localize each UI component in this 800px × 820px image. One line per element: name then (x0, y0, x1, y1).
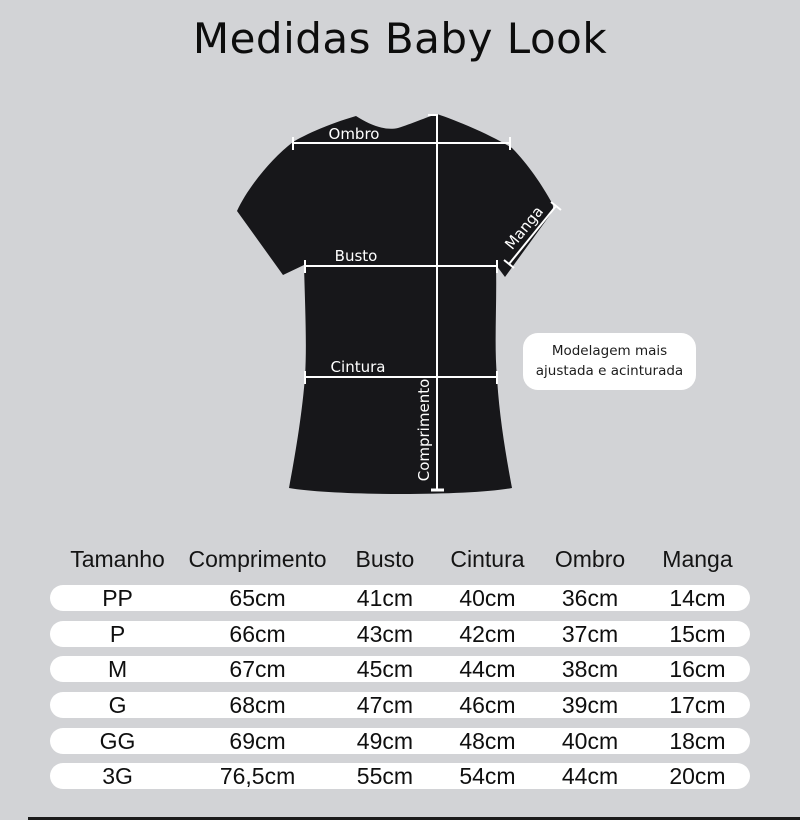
cell-comprimento: 68cm (229, 692, 286, 719)
cell-cintura: 54cm (459, 763, 516, 790)
tshirt-silhouette (237, 114, 553, 494)
manga-label: Manga (501, 202, 547, 254)
ombro-label: Ombro (328, 125, 380, 143)
header-ombro: Ombro (554, 545, 626, 572)
header-comprimento: Comprimento (188, 545, 327, 572)
cell-cintura: 44cm (459, 656, 516, 683)
cell-size: GG (99, 727, 136, 754)
cell-ombro: 38cm (561, 656, 619, 683)
cell-manga: 17cm (669, 692, 726, 719)
cell-size: 3G (102, 763, 133, 790)
cell-cintura: 46cm (459, 692, 516, 719)
page-title: Medidas Baby Look (192, 14, 608, 63)
cell-manga: 20cm (669, 763, 726, 790)
fit-note-line2: ajustada e acinturada (535, 362, 684, 379)
cell-ombro: 40cm (561, 727, 619, 754)
header-manga: Manga (662, 545, 733, 572)
fit-note-bubble (523, 333, 696, 390)
table-row-gg (50, 728, 750, 754)
cell-comprimento: 66cm (229, 620, 286, 647)
cell-busto: 45cm (356, 656, 414, 683)
cell-comprimento: 65cm (229, 585, 286, 611)
cell-size: PP (102, 585, 133, 611)
table-row-p (50, 621, 750, 647)
table-row-3g (50, 763, 750, 789)
busto-label: Busto (334, 247, 378, 265)
cell-busto: 41cm (356, 585, 414, 611)
comprimento-label: Comprimento (415, 378, 433, 482)
header-cintura: Cintura (450, 545, 525, 572)
cell-cintura: 48cm (459, 727, 516, 754)
table-row-g (50, 692, 750, 718)
cell-ombro: 37cm (561, 620, 619, 647)
header-tamanho: Tamanho (70, 545, 165, 572)
cell-ombro: 36cm (561, 585, 619, 611)
cell-comprimento: 67cm (229, 656, 286, 683)
cell-manga: 18cm (669, 727, 726, 754)
cell-ombro: 39cm (561, 692, 619, 719)
cell-manga: 14cm (669, 585, 726, 611)
header-busto: Busto (355, 545, 415, 572)
cell-manga: 15cm (669, 620, 726, 647)
cell-busto: 55cm (356, 763, 414, 790)
cell-size: M (107, 656, 128, 683)
cell-comprimento: 69cm (229, 727, 286, 754)
tshirt-diagram (180, 90, 620, 530)
table-row-m (50, 656, 750, 682)
cell-size: P (109, 620, 126, 647)
cell-cintura: 42cm (459, 620, 516, 647)
cell-comprimento: 76,5cm (219, 763, 296, 790)
cell-manga: 16cm (669, 656, 726, 683)
size-table (50, 545, 750, 799)
cell-busto: 43cm (356, 620, 414, 647)
cintura-label: Cintura (330, 358, 386, 376)
cell-size: G (108, 692, 127, 719)
cell-busto: 47cm (356, 692, 414, 719)
cell-ombro: 44cm (561, 763, 619, 790)
cell-busto: 49cm (356, 727, 414, 754)
fit-note-line1: Modelagem mais (551, 342, 668, 359)
size-table-header (50, 545, 750, 573)
cell-cintura: 40cm (459, 585, 516, 611)
table-row-pp (50, 585, 750, 611)
